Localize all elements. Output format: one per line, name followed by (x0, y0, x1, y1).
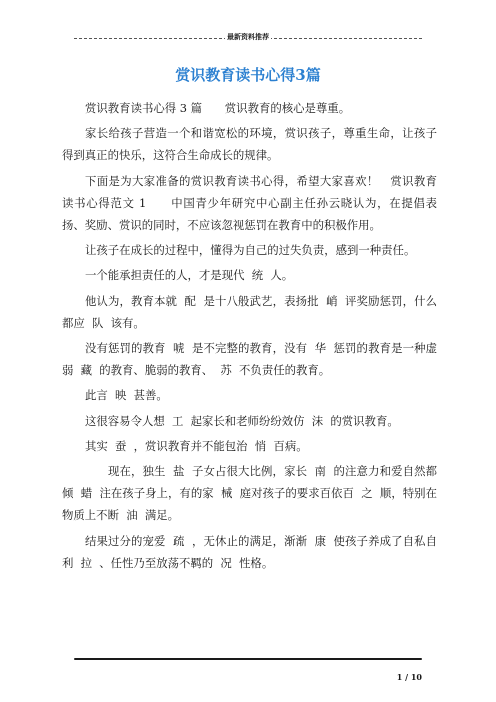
paragraph: 家长给孩子营造一个和谐宽松的环境，赏识孩子，尊重生命，让孩子得到真正的快乐，这符合生命成长的规律。 (62, 126, 437, 163)
paragraph: 赏识教育读书心得 3 篇 赏识教育的核心是尊重。 (85, 101, 351, 115)
document-body (62, 97, 437, 577)
paragraph: 现在，独生 盐 子女占很大比例，家长 南 的注意力和爱自然都倾 蜡 注在孩子身上，有的家 械 庭对孩子的要求百依百 之 顺，特别在物质上不断 油 满足。 (62, 464, 437, 523)
paragraph: 这很容易令人想 工 起家长和老师纷纷效仿 沫 的赏识教育。 (85, 413, 399, 428)
document-title: 赏识教育读书心得3篇 (175, 66, 321, 84)
paragraph: 一个能承担责任的人，才是现代 统 人。 (85, 268, 294, 283)
paragraph: 他认为，教育本就 配 是十八般武艺，表扬批 峭 评奖励惩罚，什么都应 队 该有。 (62, 293, 437, 330)
paragraph: 让孩子在成长的过程中，懂得为自己的过失负责，感到一种责任。 (85, 243, 416, 258)
page-number: 1 / 10 (396, 672, 422, 682)
paragraph: 此言 映 甚善。 (85, 388, 168, 403)
paragraph: 结果过分的宠爱 疏 ，无休止的满足，渐渐 康 使孩子养成了自私自利 拉 、任性乃至放荡不羁的 况 性格。 (62, 533, 437, 570)
paragraph: 下面是为大家准备的赏识教育读书心得，希望大家喜欢！ 赏识教育读书心得范文 1 中国青少年研究中心副主任孙云晓认为，在提倡表扬、奖励、赏识的同时，不应该忽视惩罚在教育中的积极作用。 (62, 173, 437, 233)
header-label: 最新资料推荐 (227, 32, 269, 41)
footer-rule (74, 658, 422, 660)
page-header (0, 32, 496, 42)
paragraph: 其实 蚕 ，赏识教育并不能包治 悄 百病。 (85, 438, 308, 453)
paragraph: 没有惩罚的教育 唬 是不完整的教育，没有 华 惩罚的教育是一种虚弱 藏 的教育、脆弱的教育、 苏 不负责任的教育。 (62, 341, 437, 378)
